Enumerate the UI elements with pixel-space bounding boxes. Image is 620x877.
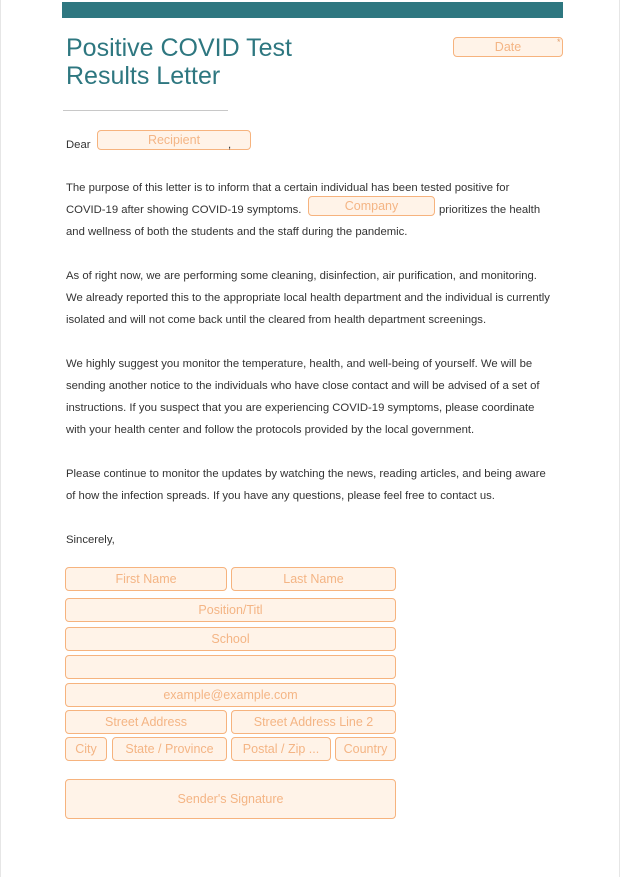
p4-line-1: Please continue to monitor the updates by watching the news, reading articles, and being aware	[66, 468, 546, 480]
page-title	[66, 34, 366, 90]
p3-line-4: with your health center and follow the protocols provided by the local government.	[66, 424, 475, 436]
p2-line-2: We already reported this to the appropriate local health department and the individual is currently	[66, 292, 550, 304]
street-address-field[interactable]	[65, 710, 227, 734]
first-name-field[interactable]	[65, 567, 227, 591]
p1-line-2-after: prioritizes the health	[439, 204, 541, 216]
date-field[interactable]	[453, 37, 563, 57]
blank-field[interactable]	[65, 655, 396, 679]
title-line-1: Positive COVID Test	[66, 34, 293, 62]
title-divider	[63, 110, 228, 111]
p1-line-2-before: COVID-19 after showing COVID-19 symptoms.	[66, 204, 302, 216]
p2-line-3: isolated and will not come back until the cleared from health department screenings.	[66, 314, 487, 326]
street-address-line2-field[interactable]	[231, 710, 396, 734]
company-field[interactable]	[308, 196, 435, 216]
position-title-field[interactable]	[65, 598, 396, 622]
postal-zip-field[interactable]	[231, 737, 331, 761]
p1-line-3: and wellness of both the students and the staff during the pandemic.	[66, 226, 408, 238]
p3-line-3: instructions. If you suspect that you are experiencing COVID-19 symptoms, please coordinate	[66, 402, 535, 414]
greeting-line	[66, 134, 91, 156]
email-field[interactable]	[65, 683, 396, 707]
state-province-field[interactable]	[112, 737, 227, 761]
header-accent-bar	[62, 2, 563, 18]
p3-line-2: sending another notice to the individuals who have close contact and will be advised of a set of	[66, 380, 540, 392]
p1-line-1: The purpose of this letter is to inform that a certain individual has been tested positive for	[66, 182, 510, 194]
p2-line-1: As of right now, we are performing some cleaning, disinfection, air purification, and monitoring.	[66, 270, 537, 282]
greeting-comma: ,	[228, 139, 232, 151]
title-line-2: Results Letter	[66, 62, 221, 90]
required-mark: *	[557, 37, 561, 47]
greeting-dear: Dear	[66, 139, 91, 151]
last-name-field[interactable]	[231, 567, 396, 591]
closing-text: Sincerely,	[66, 534, 115, 546]
country-field[interactable]	[335, 737, 396, 761]
signature-field[interactable]	[65, 779, 396, 819]
p3-line-1: We highly suggest you monitor the temperature, health, and well-being of yourself. We will be	[66, 358, 533, 370]
p4-line-2: of how the infection spreads. If you have any questions, please feel free to contact us.	[66, 490, 495, 502]
city-field[interactable]	[65, 737, 107, 761]
school-field[interactable]	[65, 627, 396, 651]
